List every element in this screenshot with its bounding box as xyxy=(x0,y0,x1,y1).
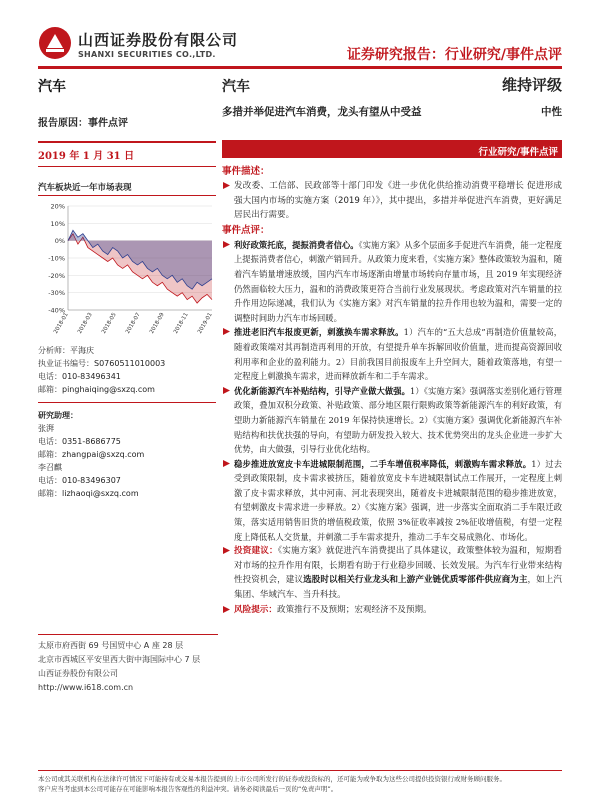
cert-number: S0760511010003 xyxy=(94,359,166,368)
rating-value: 中性 xyxy=(541,106,562,118)
x-tick-label: 2018-07 xyxy=(125,312,142,335)
phone-label: 电话： xyxy=(38,476,62,485)
analyst-contact xyxy=(38,344,216,500)
y-tick-label: -40% xyxy=(48,306,65,315)
divider xyxy=(38,402,216,403)
analyst-email[interactable]: pinghaiqing@sxzq.com xyxy=(62,385,155,394)
analyst-label: 分析师： xyxy=(38,346,70,355)
bullet-icon xyxy=(223,241,230,248)
point-1-title: 利好政策托底，提振消费者信心。 xyxy=(234,239,359,250)
point-2-title: 推进老旧汽车报废更新，刺激换车需求释放。 xyxy=(234,327,404,338)
y-tick-label: -30% xyxy=(48,289,65,298)
chart-title: 汽车板块近一年市场表现 xyxy=(38,181,216,196)
x-tick-label: 2019-01 xyxy=(197,312,214,335)
researcher-phone: 010-83496307 xyxy=(62,476,121,485)
bullet-icon xyxy=(223,606,230,613)
industry-label: 汽车 xyxy=(38,79,66,95)
bullet-icon xyxy=(223,328,230,335)
category-tag: 行业研究/事件点评 xyxy=(222,140,562,158)
industry-title: 汽车 xyxy=(222,79,250,95)
analyst-name: 平海庆 xyxy=(70,346,94,355)
y-tick-label: 10% xyxy=(50,219,65,228)
point-3-text: 1）《实施方案》强调落实差别化通行管理政策，叠加双积分政策、补贴政策、部分地区限行限购政策等新能源汽车的利好政策，有望助力新能源汽车销量在 2019 年保持快速增长。2）《实施方案》强调优化新能源汽车补贴结构和扶优扶强的导向，有望助力研发投入较大、技术优势突出的龙头企业进一步扩大优势，由大做强，引导行业优化结构。 xyxy=(234,385,562,455)
y-tick-label: 20% xyxy=(50,202,65,211)
risk-warning xyxy=(222,603,562,618)
investment-advice-emphasis: 选股时以相关行业龙头和上游产业链优质零部件供应商为主 xyxy=(303,575,528,586)
researcher-email[interactable]: zhangpai@sxzq.com xyxy=(62,450,145,459)
x-tick-label: 2018-05 xyxy=(101,312,118,335)
event-comment-heading: 事件点评： xyxy=(222,224,270,236)
x-tick-label: 2018-11 xyxy=(173,312,190,335)
researcher-name: 李召麒 xyxy=(38,463,62,472)
y-tick-label: 0% xyxy=(54,237,65,246)
investment-advice xyxy=(222,544,562,602)
right-column xyxy=(222,72,562,617)
investment-advice-stocks: ，如上汽集团、华域汽车、当升科技。 xyxy=(234,575,562,601)
bullet-icon xyxy=(223,460,230,467)
researcher-heading: 研究助理： xyxy=(38,411,78,420)
disclaimer-line-1: 本公司或其关联机构在法律许可情况下可能持有或交易本报告提到的上市公司所发行的证券或投资标的，还可能为或争取为这些公司提供投资银行或财务顾问服务。 xyxy=(38,775,506,783)
point-4 xyxy=(222,457,562,545)
report-body xyxy=(222,164,562,617)
address-line: 太原市府西街 69 号国贸中心 A 座 28 层 xyxy=(38,641,184,650)
researcher-name: 张湃 xyxy=(38,424,54,433)
header-divider xyxy=(38,66,562,69)
researcher-email[interactable]: lizhaoqi@sxzq.com xyxy=(62,489,139,498)
email-label: 邮箱： xyxy=(38,385,62,394)
report-headline: 多措并举促进汽车消费，龙头有望从中受益 xyxy=(222,106,422,118)
y-tick-label: -20% xyxy=(48,271,65,280)
x-tick-label: 2018-09 xyxy=(149,312,166,335)
report-date: 2019 年 1 月 31 日 xyxy=(38,141,216,167)
y-tick-label: -10% xyxy=(48,254,65,263)
left-column xyxy=(38,72,216,500)
point-3 xyxy=(222,384,562,457)
report-type: 证券研究报告：行业研究/事件点评 xyxy=(346,47,562,63)
address-line: 北京市西城区平安里西大街中海国际中心 7 层 xyxy=(38,655,201,664)
point-4-title: 稳步推进放宽皮卡车进城限制范围，二手车增值税率降低，刺激购车需求释放。 xyxy=(234,458,532,469)
phone-label: 电话： xyxy=(38,372,62,381)
point-3-title: 优化新能源汽车补贴结构，引导产业做大做强。 xyxy=(234,385,410,396)
company-logo xyxy=(38,26,72,60)
disclaimer-footer xyxy=(38,770,562,794)
chart-svg xyxy=(38,200,216,336)
website-link[interactable]: http://www.i618.com.cn xyxy=(38,683,134,692)
report-reason: 报告原因：事件点评 xyxy=(38,118,128,129)
company-address xyxy=(38,628,218,695)
researcher-phone: 0351-8686775 xyxy=(62,437,121,446)
divider xyxy=(38,634,218,635)
disclaimer-line-2: 客户应当考虑到本公司可能存在可能影响本报告客观性的利益冲突。请务必阅读最后一页的“免责声明”。 xyxy=(38,785,338,793)
point-2 xyxy=(222,325,562,383)
bullet-icon xyxy=(223,387,230,394)
rating-label: 维持评级 xyxy=(501,76,562,94)
analyst-phone: 010-83496341 xyxy=(62,372,121,381)
bullet-icon xyxy=(223,182,230,189)
point-2-text: 1）汽车的“五大总成”再制造价值量较高，随着政策端对其再制造再利用的开放，有望提升单车拆解回收价值量，进而提高资源回收利用率和企业的盈利能力。2）目前我国目前报废车上升空间大，随着政策落地，有望一定程度上刺激换车需求，进而释放新车和二手车需求。 xyxy=(234,327,562,382)
email-label: 邮箱： xyxy=(38,450,62,459)
cert-label: 执业证书编号： xyxy=(38,359,94,368)
email-label: 邮箱： xyxy=(38,489,62,498)
point-1-text: 《实施方案》从多个层面多手促进汽车消费，能一定程度上提振消费者信心，刺激产销回升。从政策力度来看，《实施方案》整体政策较为温和，随着汽车销量增速放缓，国内汽车市场逐渐由增量市场转向存量市场，且 2019 年实现经济仍然面临较大压力，温和的消费政策更符合当前行业发展现状。考虑政策对汽车销量的拉升作用边际递减，我们认为《实施方案》对汽车销量的拉升作用也较为温和，需要一定的调整时间助力汽车市场回暖。 xyxy=(234,239,562,323)
event-description-text: 发改委、工信部、民政部等十部门印发《进一步优化供给推动消费平稳增长 促进形成强大国内市场的实施方案（2019 年）》，其中提出，多措并举促进汽车消费，更好满足居民出行需要。 xyxy=(234,181,562,221)
event-description-heading: 事件描述： xyxy=(222,166,270,177)
risk-warning-title: 风险提示： xyxy=(234,604,277,615)
investment-advice-text: 《实施方案》就促进汽车消费提出了具体建议，政策整体较为温和，短期看对市场的拉升作用有限，长期看有助于行业稳步回暖、长效发展。为汽车行业带来结构性投资机会，建议 xyxy=(234,546,562,586)
investment-advice-title: 投资建议： xyxy=(234,546,278,557)
company-name-footer: 山西证券股份有限公司 xyxy=(38,669,118,678)
phone-label: 电话： xyxy=(38,437,62,446)
point-4-text: 1）过去受到政策限制，皮卡需求被挤压，随着放宽皮卡车进城限制试点工作展开，一定程度上刺激了皮卡需求释放，其中河南、河北表现突出，随着皮卡进城限制范围的稳步推进放宽，有望刺激皮卡需求进一步释放。2）《实施方案》强调，进一步落实全面取消二手车限迁政策，落实适用销售旧货的增值税政策，依照 3%征收率减按 2%征收增值税，有望一定程度上降低私人交货量，并刺激二手车需求提升，推动二手车交易成熟化、市场化。 xyxy=(234,458,562,542)
company-name-en: SHANXI SECURITIES CO.,LTD. xyxy=(78,50,216,59)
series-area-1 xyxy=(68,230,212,289)
event-description xyxy=(222,179,562,223)
market-performance-chart xyxy=(38,200,216,336)
x-tick-label: 2018-01 xyxy=(53,312,70,335)
risk-warning-text: 政策推行不及预期；宏观经济不及预期。 xyxy=(276,604,432,615)
company-name-cn: 山西证券股份有限公司 xyxy=(78,31,239,49)
point-1 xyxy=(222,238,562,326)
bullet-icon xyxy=(223,547,230,554)
x-tick-label: 2018-03 xyxy=(77,312,94,335)
